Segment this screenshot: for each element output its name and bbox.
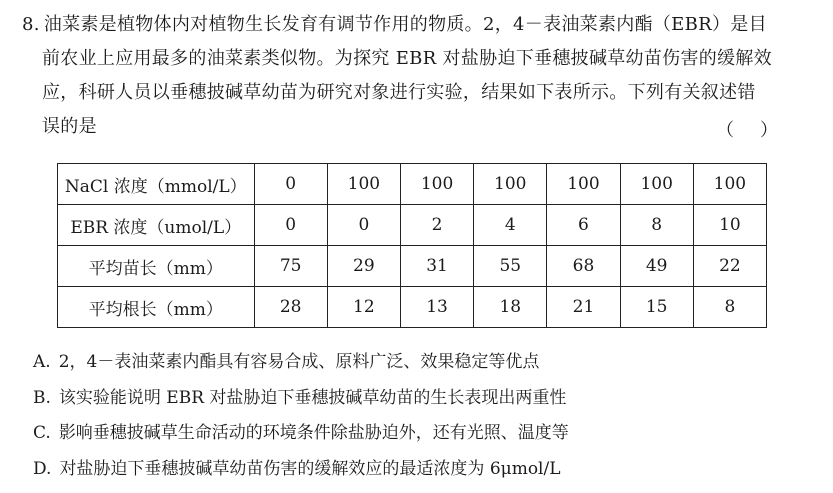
option-text: 2，4－表油菜素内酯具有容易合成、原料广泛、效果稳定等优点 — [58, 352, 540, 372]
table-cell: 10 — [693, 205, 766, 246]
row-header: 平均苗长（mm） — [58, 246, 255, 287]
option-text: 影响垂穗披碱草生命活动的环境条件除盐胁迫外，还有光照、温度等 — [58, 423, 569, 443]
table-cell: 8 — [693, 287, 766, 328]
table-row — [58, 164, 767, 205]
table-cell: 55 — [474, 246, 547, 287]
option-label: D. — [33, 458, 52, 479]
question-line-1: 8. 油菜素是植物体内对植物生长发育有调节作用的物质。2，4－表油菜素内酯（EBR）是目 — [22, 14, 767, 35]
option-label: B. — [33, 387, 51, 408]
table-cell: 13 — [400, 287, 473, 328]
table-cell: 68 — [547, 246, 620, 287]
table-cell: 0 — [254, 205, 327, 246]
table-row — [58, 205, 767, 246]
option-label: A. — [33, 352, 51, 372]
row-header: EBR 浓度（umol/L） — [58, 205, 255, 246]
data-table — [57, 163, 767, 328]
table-row — [58, 246, 767, 287]
table-cell: 100 — [400, 164, 473, 205]
table-cell: 12 — [327, 287, 400, 328]
table-cell: 15 — [620, 287, 693, 328]
table-cell: 2 — [400, 205, 473, 246]
question-number: 8. — [22, 14, 40, 35]
option-c[interactable] — [33, 416, 569, 452]
answer-bracket-close: ） — [760, 120, 778, 141]
table-cell: 8 — [620, 205, 693, 246]
option-b[interactable] — [33, 381, 569, 417]
row-header: 平均根长（mm） — [58, 287, 255, 328]
row-header: NaCl 浓度（mmol/L） — [58, 164, 255, 205]
table-cell: 100 — [620, 164, 693, 205]
table-cell: 49 — [620, 246, 693, 287]
table-cell: 100 — [474, 164, 547, 205]
table-cell: 29 — [327, 246, 400, 287]
table-cell: 4 — [474, 205, 547, 246]
table-cell: 6 — [547, 205, 620, 246]
table-cell: 21 — [547, 287, 620, 328]
option-a[interactable] — [33, 345, 569, 381]
answer-bracket — [716, 116, 778, 142]
option-text: 对盐胁迫下垂穗披碱草幼苗伤害的缓解效应的最适浓度为 6μmol/L — [59, 458, 561, 479]
question-line-2: 前农业上应用最多的油菜素类似物。为探究 EBR 对盐胁迫下垂穗披碱草幼苗伤害的缓解效 — [42, 48, 772, 69]
question-line-3: 应，科研人员以垂穗披碱草幼苗为研究对象进行实验，结果如下表所示。下列有关叙述错 — [42, 82, 756, 103]
answer-options — [33, 345, 569, 487]
table-cell: 100 — [547, 164, 620, 205]
table-cell: 22 — [693, 246, 766, 287]
table-row — [58, 287, 767, 328]
question-stem — [22, 8, 792, 144]
table-cell: 31 — [400, 246, 473, 287]
table-cell: 0 — [254, 164, 327, 205]
option-d[interactable] — [33, 452, 569, 488]
option-text: 该实验能说明 EBR 对盐胁迫下垂穗披碱草幼苗的生长表现出两重性 — [58, 387, 567, 408]
table-cell: 28 — [254, 287, 327, 328]
option-label: C. — [33, 423, 51, 443]
table-cell: 0 — [327, 205, 400, 246]
table-cell: 75 — [254, 246, 327, 287]
question-line-4: 误的是 — [42, 116, 97, 137]
answer-bracket-open: （ — [716, 120, 734, 141]
table-cell: 18 — [474, 287, 547, 328]
table-cell: 100 — [693, 164, 766, 205]
table-cell: 100 — [327, 164, 400, 205]
